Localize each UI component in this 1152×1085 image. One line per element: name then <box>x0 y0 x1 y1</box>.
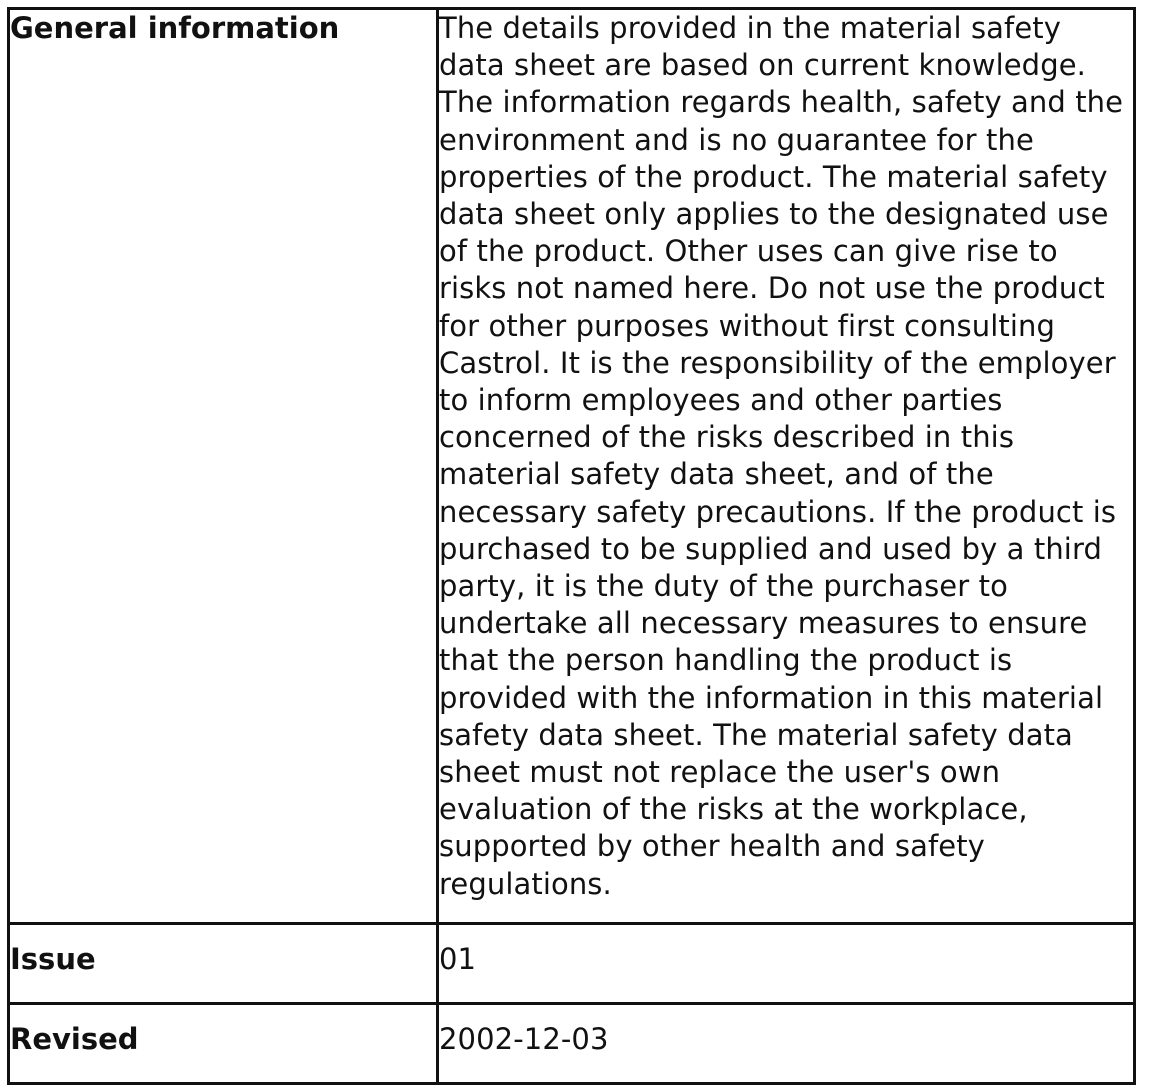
issue-row <box>9 924 1135 1004</box>
issue-label: Issue <box>9 924 438 1004</box>
revised-row <box>9 1004 1135 1084</box>
revised-date-value: 2002-12-03 <box>438 1004 1135 1084</box>
general-information-row <box>9 9 1135 924</box>
revised-label: Revised <box>9 1004 438 1084</box>
document-info-table <box>7 7 1136 1085</box>
general-information-label: General information <box>9 9 438 924</box>
general-information-text: The details provided in the material safety data sheet are based on current knowledge. The information regards health, safety and the environment and is no guarantee for the properties of the product. The material safety data sheet only applies to the designated use of the product. Other uses can give rise to risks not named here. Do not use the product for other purposes without first consulting Castrol. It is the responsibility of the employer to inform employees and other parties concerned of the risks described in this material safety data sheet, and of the necessary safety precautions. If the product is purchased to be supplied and used by a third party, it is the duty of the purchaser to undertake all necessary measures to ensure that the person handling the product is provided with the information in this material safety data sheet. The material safety data sheet must not replace the user's own evaluation of the risks at the workplace, supported by other health and safety regulations. <box>438 9 1135 924</box>
issue-value: 01 <box>438 924 1135 1004</box>
